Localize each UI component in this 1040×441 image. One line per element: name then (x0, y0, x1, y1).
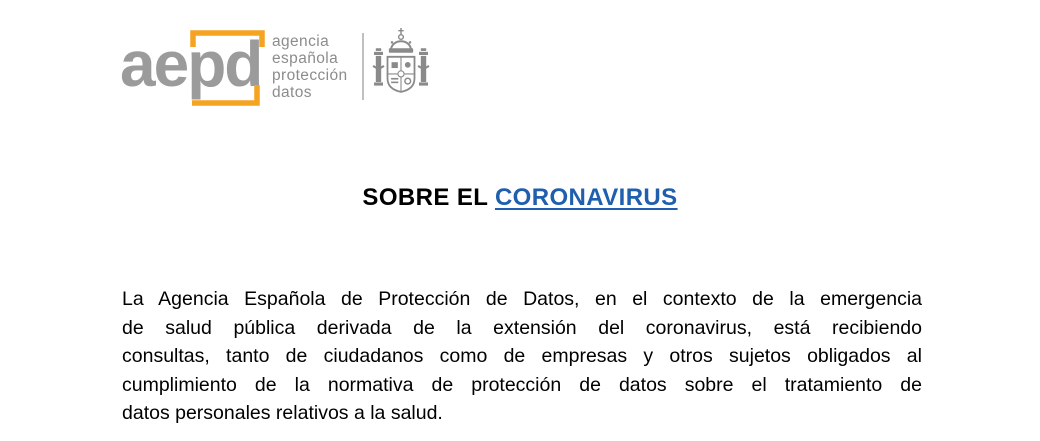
paragraph-line: de salud pública derivada de la extensión del coronavirus, está recibiendo (122, 316, 922, 339)
logo-wordmark-line: datos (272, 84, 312, 101)
aepd-logo (115, 20, 445, 115)
logo-wordmark-line: española (272, 50, 339, 67)
spain-coat-of-arms-icon (373, 28, 429, 92)
aepd-acronym: aepd (120, 28, 262, 100)
paragraph-line: La Agencia Española de Protección de Datos, en el contexto de la emergencia (122, 288, 922, 310)
logo-wordmark (272, 33, 348, 101)
page-title (0, 184, 1040, 212)
logo-wordmark-line: protección (272, 67, 348, 84)
paragraph-line: datos personales relativos a la salud. (122, 402, 443, 425)
logo-wordmark-line: agencia (272, 33, 330, 50)
paragraph-line: cumplimiento de la normativa de protección de datos sobre el tratamiento de (122, 373, 922, 396)
paragraph-line: consultas, tanto de ciudadanos como de empresas y otros sujetos obligados al (122, 345, 922, 368)
page-title-prefix: SOBRE EL (362, 184, 495, 211)
coronavirus-link[interactable]: CORONAVIRUS (494, 184, 678, 211)
body-paragraph (122, 285, 922, 428)
